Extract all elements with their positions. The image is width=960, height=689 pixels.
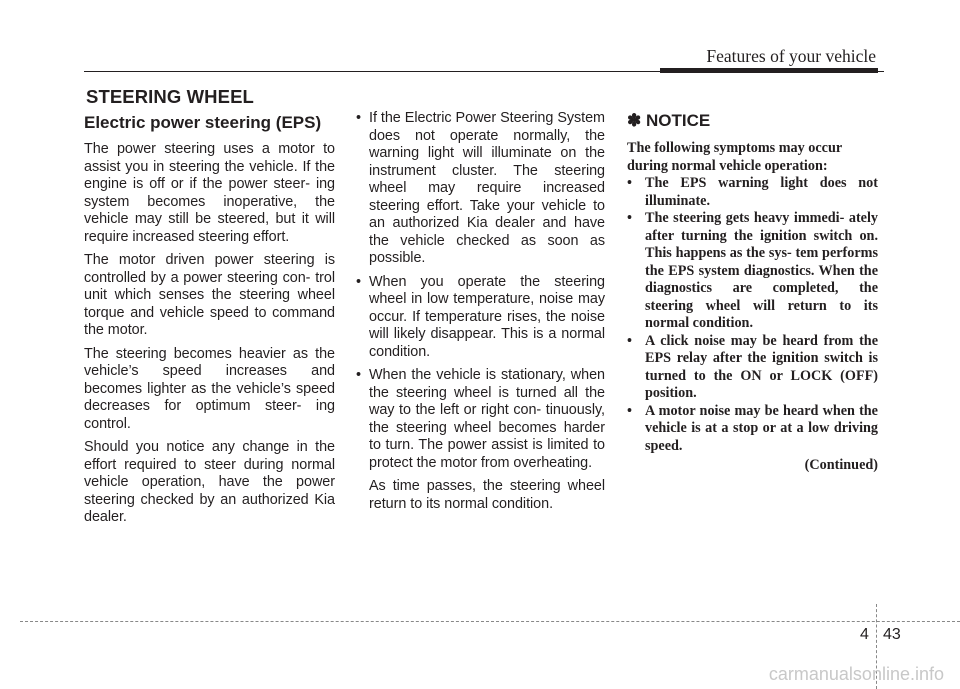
column-1 [84,110,335,533]
bullet-icon: • [627,332,632,349]
bullet-list [356,110,605,472]
list-item-text: A motor noise may be heard when the vehicle is at a stop or at a low driving speed. [645,402,878,454]
paragraph: As time passes, the steering wheel return to its normal condition. [369,478,605,512]
bullet-icon: • [627,402,632,419]
list-item-text: If the Electric Power Steering System does not operate normally, the warning light will illuminate on the instrument cluster. The steering wheel may require increased steering effort. Take your vehicle to an authorized Kia dealer and have the vehicle checked as soon as possible. [369,110,605,266]
page-number: 43 [883,626,901,643]
notice-star-icon: ✽ [627,111,642,130]
notice-list [627,175,878,455]
notice-intro: The following symptoms may occur during normal vehicle operation: [627,140,842,174]
continued-label: (Continued) [804,457,878,473]
list-item [627,175,878,210]
paragraph: Should you notice any change in the effort required to steer during normal vehicle operation, have the power steering checked by an authorized Kia dealer. [84,439,335,525]
paragraph: The steering becomes heavier as the vehicle’s speed increases and becomes lighter as the vehicle’s speed decreases for optimum steer- ing control. [84,345,335,432]
bullet-icon: • [627,175,632,191]
list-item [356,110,605,268]
bullet-icon: • [356,367,361,383]
list-item [627,403,878,456]
list-item [627,333,878,403]
list-item-text: When the vehicle is stationary, when the steering wheel is turned all the way to the left or right con- tinuously, the steering wheel becomes harder to turn. The power assist is limited to protect the motor from overheating. [369,367,605,471]
bullet-icon: • [356,110,361,126]
list-item-text: A click noise may be heard from the EPS relay after the ignition switch is turned to the ON or LOCK (OFF) position. [645,332,878,401]
bullet-icon: • [627,210,632,226]
bullet-icon: • [356,273,361,290]
watermark: carmanualsonline.info [768,664,944,684]
chapter-number: 4 [860,626,869,643]
section-title: STEERING WHEEL [86,86,254,107]
paragraph: The motor driven power steering is controlled by a power steering con- trol unit which senses the steering wheel torque and vehicle speed to command the motor. [84,252,335,338]
list-item [356,274,605,362]
list-item-text: The steering gets heavy immedi- ately after turning the ignition switch on. This happens as the sys- tem performs the EPS system diagnostics. When the diagnostics are completed, the steering wheel will return to its normal condition. [645,210,878,331]
running-header: Features of your vehicle [706,46,876,66]
notice-heading [627,110,878,132]
footer-rule [20,621,960,622]
list-item [627,210,878,333]
header-accent-bar [660,68,878,73]
list-item-text: When you operate the steering wheel in low temperature, noise may occur. If temperature rises, the noise will likely disappear. This is a normal condition. [369,273,605,360]
notice-box [627,110,878,475]
notice-title: NOTICE [645,111,711,130]
column-2 [356,110,605,519]
list-item [356,367,605,472]
subheading-eps: Electric power steering (EPS) [84,113,322,132]
paragraph: The power steering uses a motor to assist you in steering the vehicle. If the engine is off or if the power steer- ing system becomes inoperative, the vehicle may still be steered, but it will require increased steering effort. [84,141,335,245]
list-item-text: The EPS warning light does not illuminate. [645,175,878,209]
